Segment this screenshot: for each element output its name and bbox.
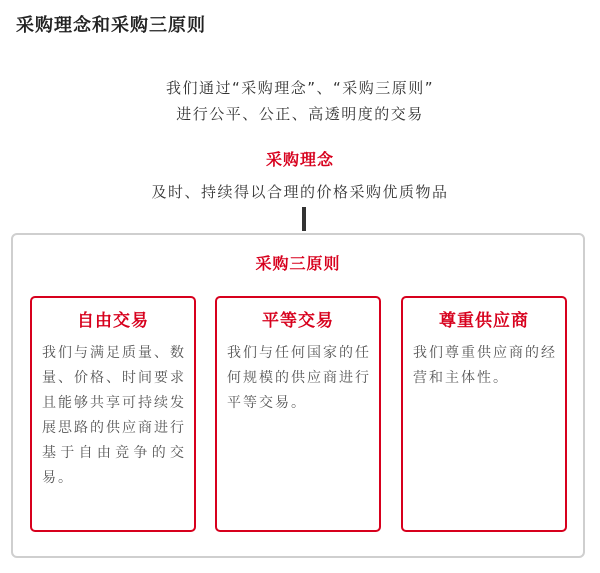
connector-line	[302, 207, 306, 231]
page-title: 采购理念和采购三原则	[16, 15, 206, 36]
principles-heading: 采购三原则	[255, 254, 341, 273]
concept-heading: 采购理念	[265, 150, 334, 169]
concept-text: 及时、持续得以合理的价格采购优质物品	[151, 183, 449, 201]
intro-line-1: 我们通过“采购理念”、“采购三原则”	[165, 79, 435, 97]
principles-panel	[11, 233, 585, 558]
principle-card-equal-trade	[215, 296, 381, 532]
principle-card-title: 平等交易	[262, 311, 334, 331]
principle-card-body: 我们与任何国家的任何规模的供应商进行平等交易。	[227, 345, 371, 411]
principle-card-body: 我们尊重供应商的经营和主体性。	[413, 345, 557, 386]
principle-card-title: 尊重供应商	[439, 311, 529, 331]
principle-card-body: 我们与满足质量、数量、价格、时间要求且能够共享可持续发展思路的供应商进行基于自由竞争的交易。	[42, 345, 186, 486]
intro-line-2: 进行公平、公正、高透明度的交易	[176, 105, 424, 123]
principle-card-respect-suppliers	[401, 296, 567, 532]
principle-card-free-trade	[30, 296, 196, 532]
principle-card-title: 自由交易	[77, 311, 149, 331]
intro-text	[0, 75, 600, 127]
